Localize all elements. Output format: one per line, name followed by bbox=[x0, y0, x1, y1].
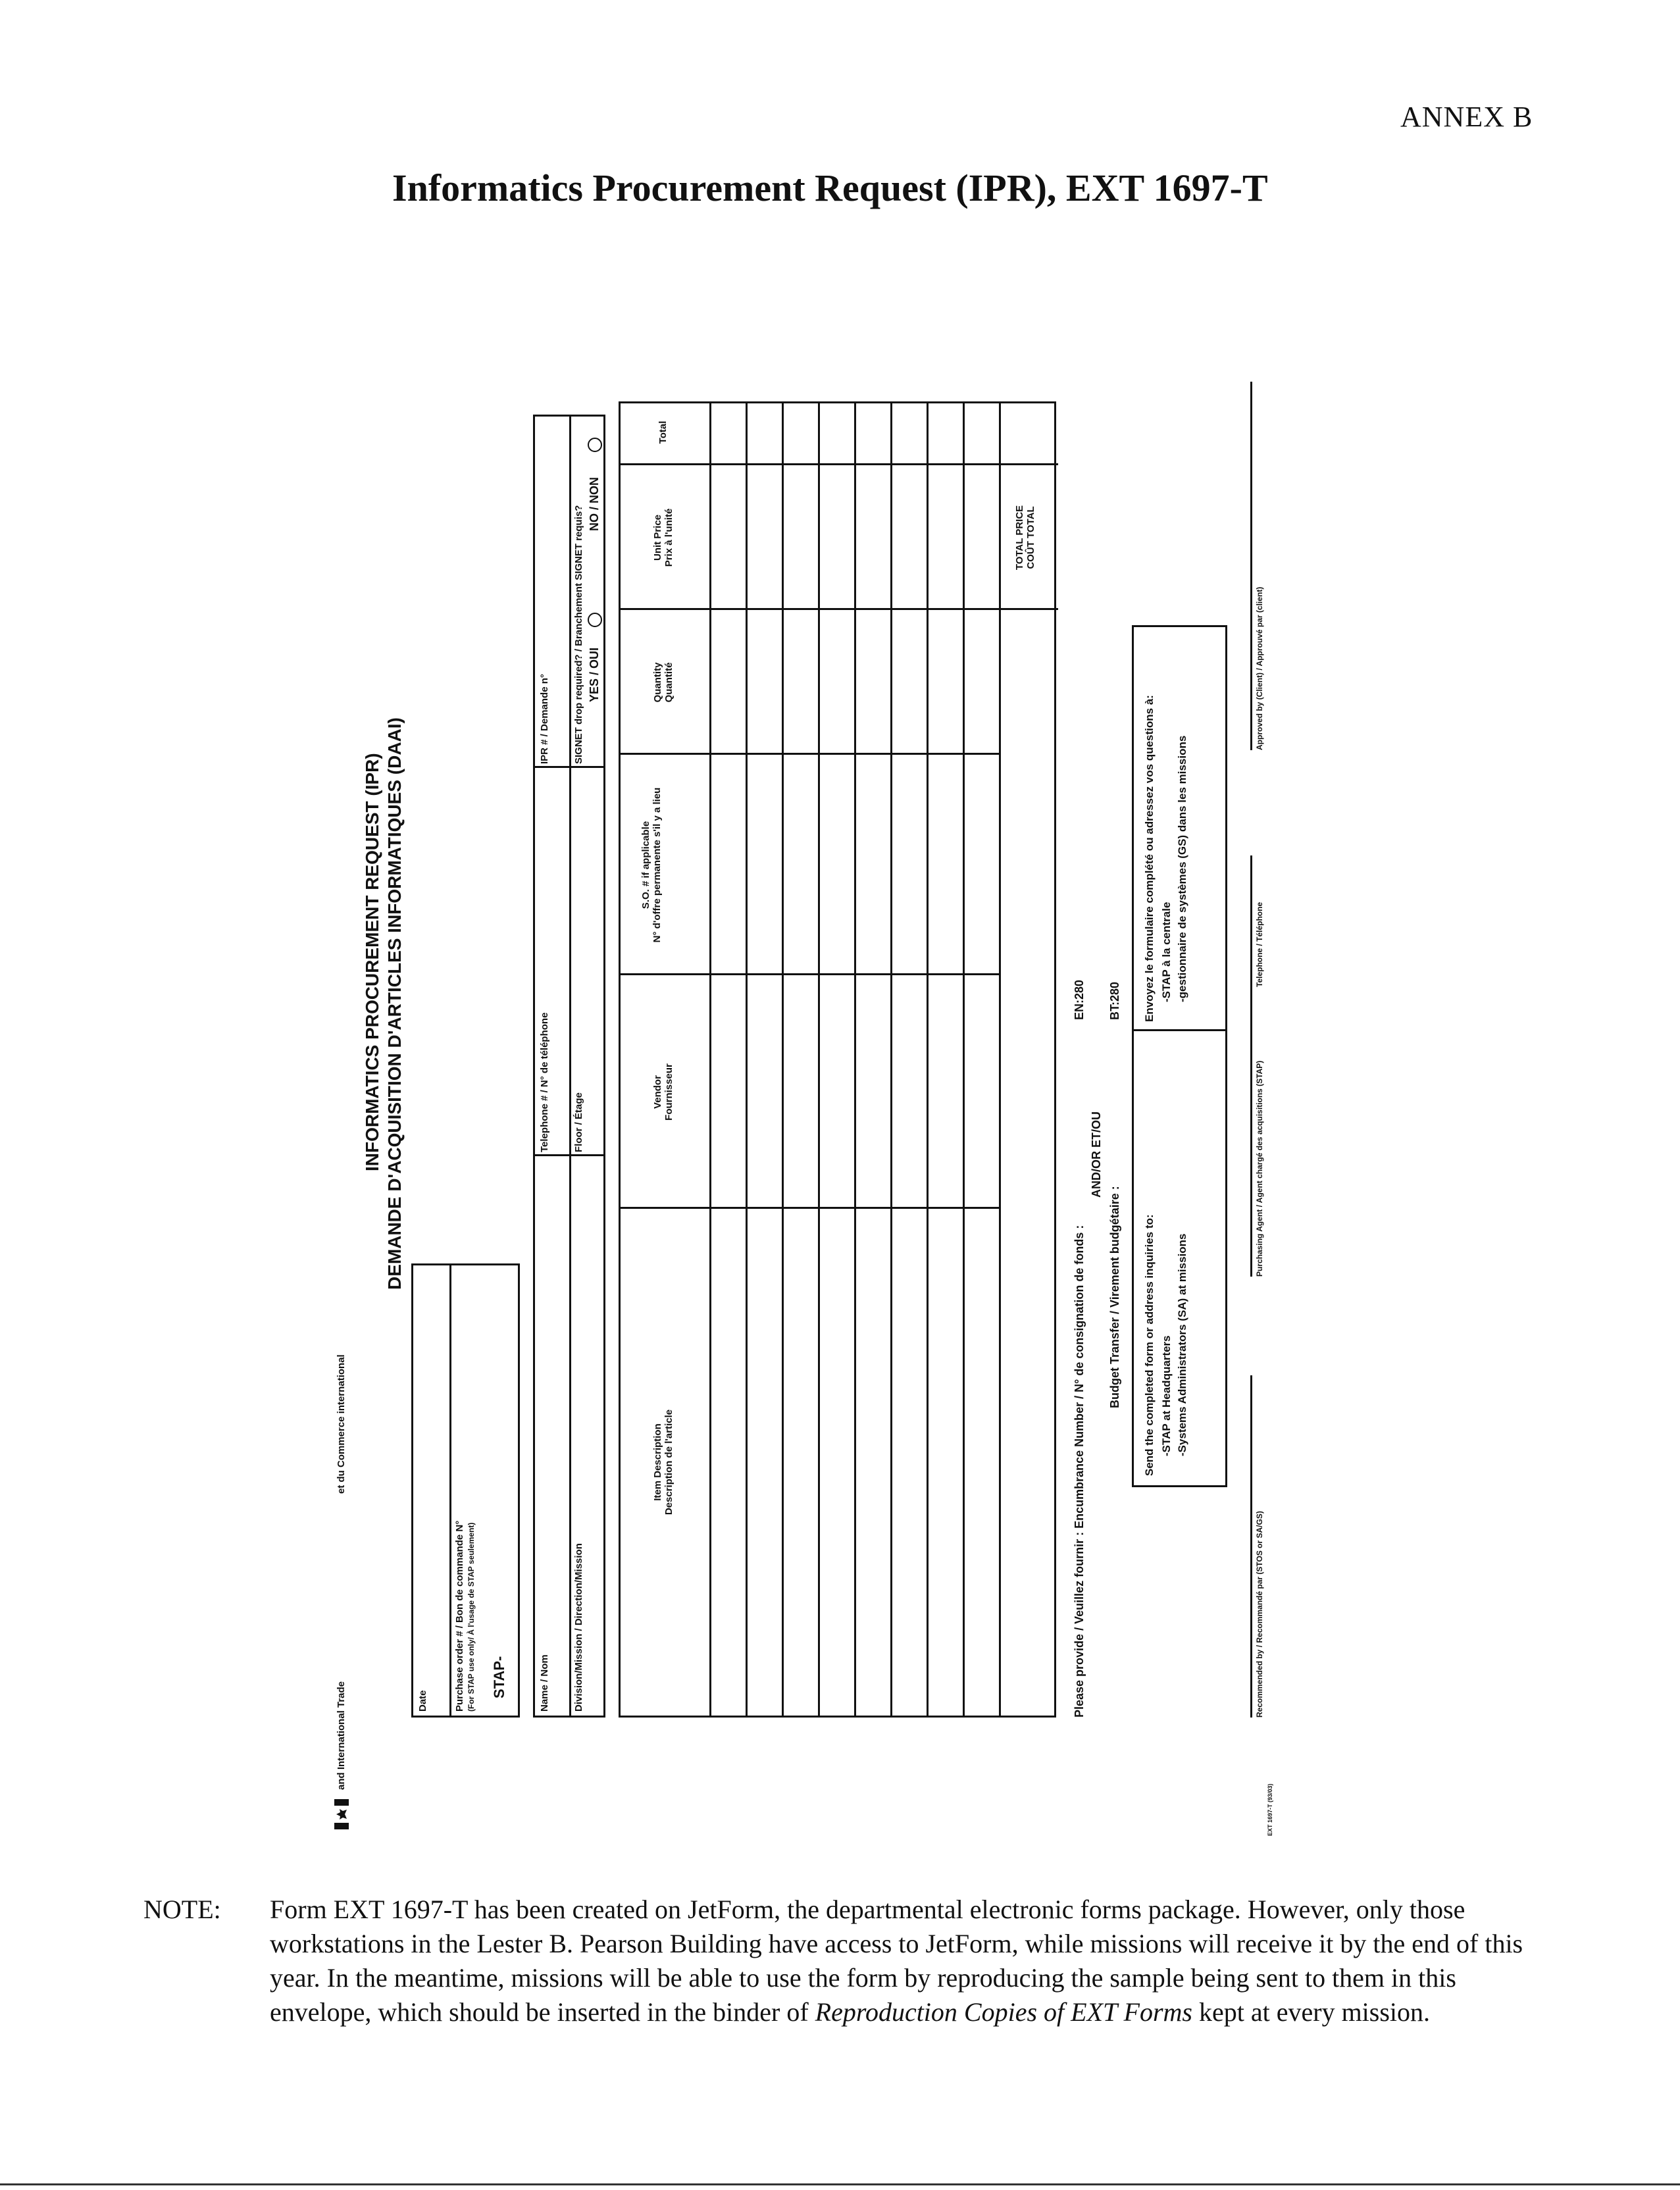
send-en-item-2: -Systems Administrators (SA) at missions bbox=[1176, 1233, 1188, 1456]
note-label: NOTE: bbox=[143, 1895, 221, 1924]
approved-signature-line[interactable] bbox=[1250, 382, 1252, 750]
column-header-standing-offer: S.O. # if applicable N° d'offre permanente s'il y a lieu bbox=[640, 787, 663, 943]
column-header-item-description: Item Description Description de l'article bbox=[652, 1409, 675, 1515]
purchasing-agent-label: Purchasing Agent / Agent chargé des acquisitions (STAP) bbox=[1255, 1060, 1264, 1277]
recommended-signature-line[interactable] bbox=[1250, 1375, 1252, 1718]
ipr-number-label: IPR # / Demande n° bbox=[539, 674, 550, 764]
purchase-order-note: (For STAP use only/ À l'usage de STAP seulement) bbox=[467, 1522, 476, 1712]
telephone-sig-label: Telephone / Téléphone bbox=[1255, 902, 1264, 987]
date-po-box bbox=[411, 1263, 520, 1718]
date-label: Date bbox=[417, 1690, 428, 1712]
recommended-by-label: Recommended by / Recommandé par (STOS or SA/GS) bbox=[1255, 1511, 1264, 1718]
budget-transfer-code: BT:280 bbox=[1108, 981, 1121, 1020]
telephone-label: Telephone # / N° de téléphone bbox=[539, 1012, 550, 1152]
items-table bbox=[619, 401, 1056, 1718]
floor-label: Floor / Étage bbox=[573, 1092, 584, 1152]
send-fr-item-1: -STAP à la centrale bbox=[1160, 902, 1173, 1002]
column-header-total: Total bbox=[657, 420, 669, 444]
form-code: EXT 1697-T (93/03) bbox=[1267, 1783, 1273, 1836]
signet-yes-radio[interactable] bbox=[588, 613, 602, 627]
send-fr-title: Envoyez le formulaire complété ou adressez vos questions à: bbox=[1143, 695, 1156, 1022]
encumbrance-code: EN:280 bbox=[1073, 979, 1086, 1020]
signet-yes-label: YES / OUI bbox=[588, 647, 601, 702]
note-text: Form EXT 1697-T has been created on JetForm, the departmental electronic forms package. However, only those workstations in the Lester B. Pearson Building have access to JetForm, while missions will receive it by the end of this year. In the meantime, missions will be able to use the form by reproducing the sample being sent to them in this envelope, which should be inserted in the binder of Reproduction Copies of EXT Forms kept at every mission. bbox=[270, 1895, 1523, 2027]
signet-no-radio[interactable] bbox=[588, 438, 602, 452]
signet-no-label: NO / NON bbox=[588, 476, 601, 531]
signet-label: SIGNET drop required? / Branchement SIGNET requis? bbox=[573, 505, 584, 764]
column-header-vendor: Vendor Fournisseur bbox=[652, 1063, 675, 1121]
rotated-ipr-form bbox=[316, 263, 1369, 1843]
column-header-unit-price: Unit Price Prix à l'unité bbox=[652, 508, 675, 567]
purchasing-signature-line[interactable] bbox=[1250, 855, 1252, 1277]
form-title-en: INFORMATICS PROCUREMENT REQUEST (IPR) bbox=[362, 753, 382, 1171]
bottom-rule bbox=[0, 2183, 1680, 2185]
and-or-label: AND/OR ET/OU bbox=[1090, 1111, 1103, 1198]
canada-flag-icon bbox=[334, 1799, 349, 1829]
department-line-en: and International Trade bbox=[336, 1681, 347, 1790]
department-line-fr: et du Commerce international bbox=[336, 1354, 347, 1494]
total-price-label: TOTAL PRICE COÛT TOTAL bbox=[1014, 505, 1037, 571]
encumbrance-label: Please provide / Veuillez fournir : Encumbrance Number / N° de consignation de fonds : bbox=[1073, 1225, 1086, 1718]
column-header-quantity: Quantity Quantité bbox=[652, 662, 675, 703]
send-en-item-1: -STAP at Headquarters bbox=[1160, 1335, 1173, 1456]
annex-label: ANNEX B bbox=[1400, 101, 1533, 133]
send-en-title: Send the completed form or address inquiries to: bbox=[1143, 1214, 1156, 1476]
form-title-fr: DEMANDE D'ACQUISITION D'ARTICLES INFORMATIQUES (DAAI) bbox=[384, 717, 405, 1290]
send-to-box bbox=[1132, 625, 1227, 1487]
send-fr-item-2: -gestionnaire de systèmes (GS) dans les missions bbox=[1176, 735, 1188, 1002]
approved-by-label: Approved by (Client) / Approuvé par (client) bbox=[1255, 586, 1264, 750]
budget-transfer-label: Budget Transfer / Virement budgétaire : bbox=[1108, 1186, 1121, 1408]
document-title: Informatics Procurement Request (IPR), EXT 1697-T bbox=[392, 166, 1268, 209]
purchase-order-label: Purchase order # / Bon de commande N° bbox=[454, 1520, 465, 1712]
note-italic-title: Reproduction Copies of EXT Forms bbox=[815, 1997, 1192, 2027]
division-label: Division/Mission / Direction/Mission bbox=[573, 1543, 584, 1712]
name-label: Name / Nom bbox=[539, 1654, 550, 1712]
requester-info-box bbox=[533, 415, 605, 1718]
stap-label: STAP- bbox=[491, 1656, 507, 1698]
